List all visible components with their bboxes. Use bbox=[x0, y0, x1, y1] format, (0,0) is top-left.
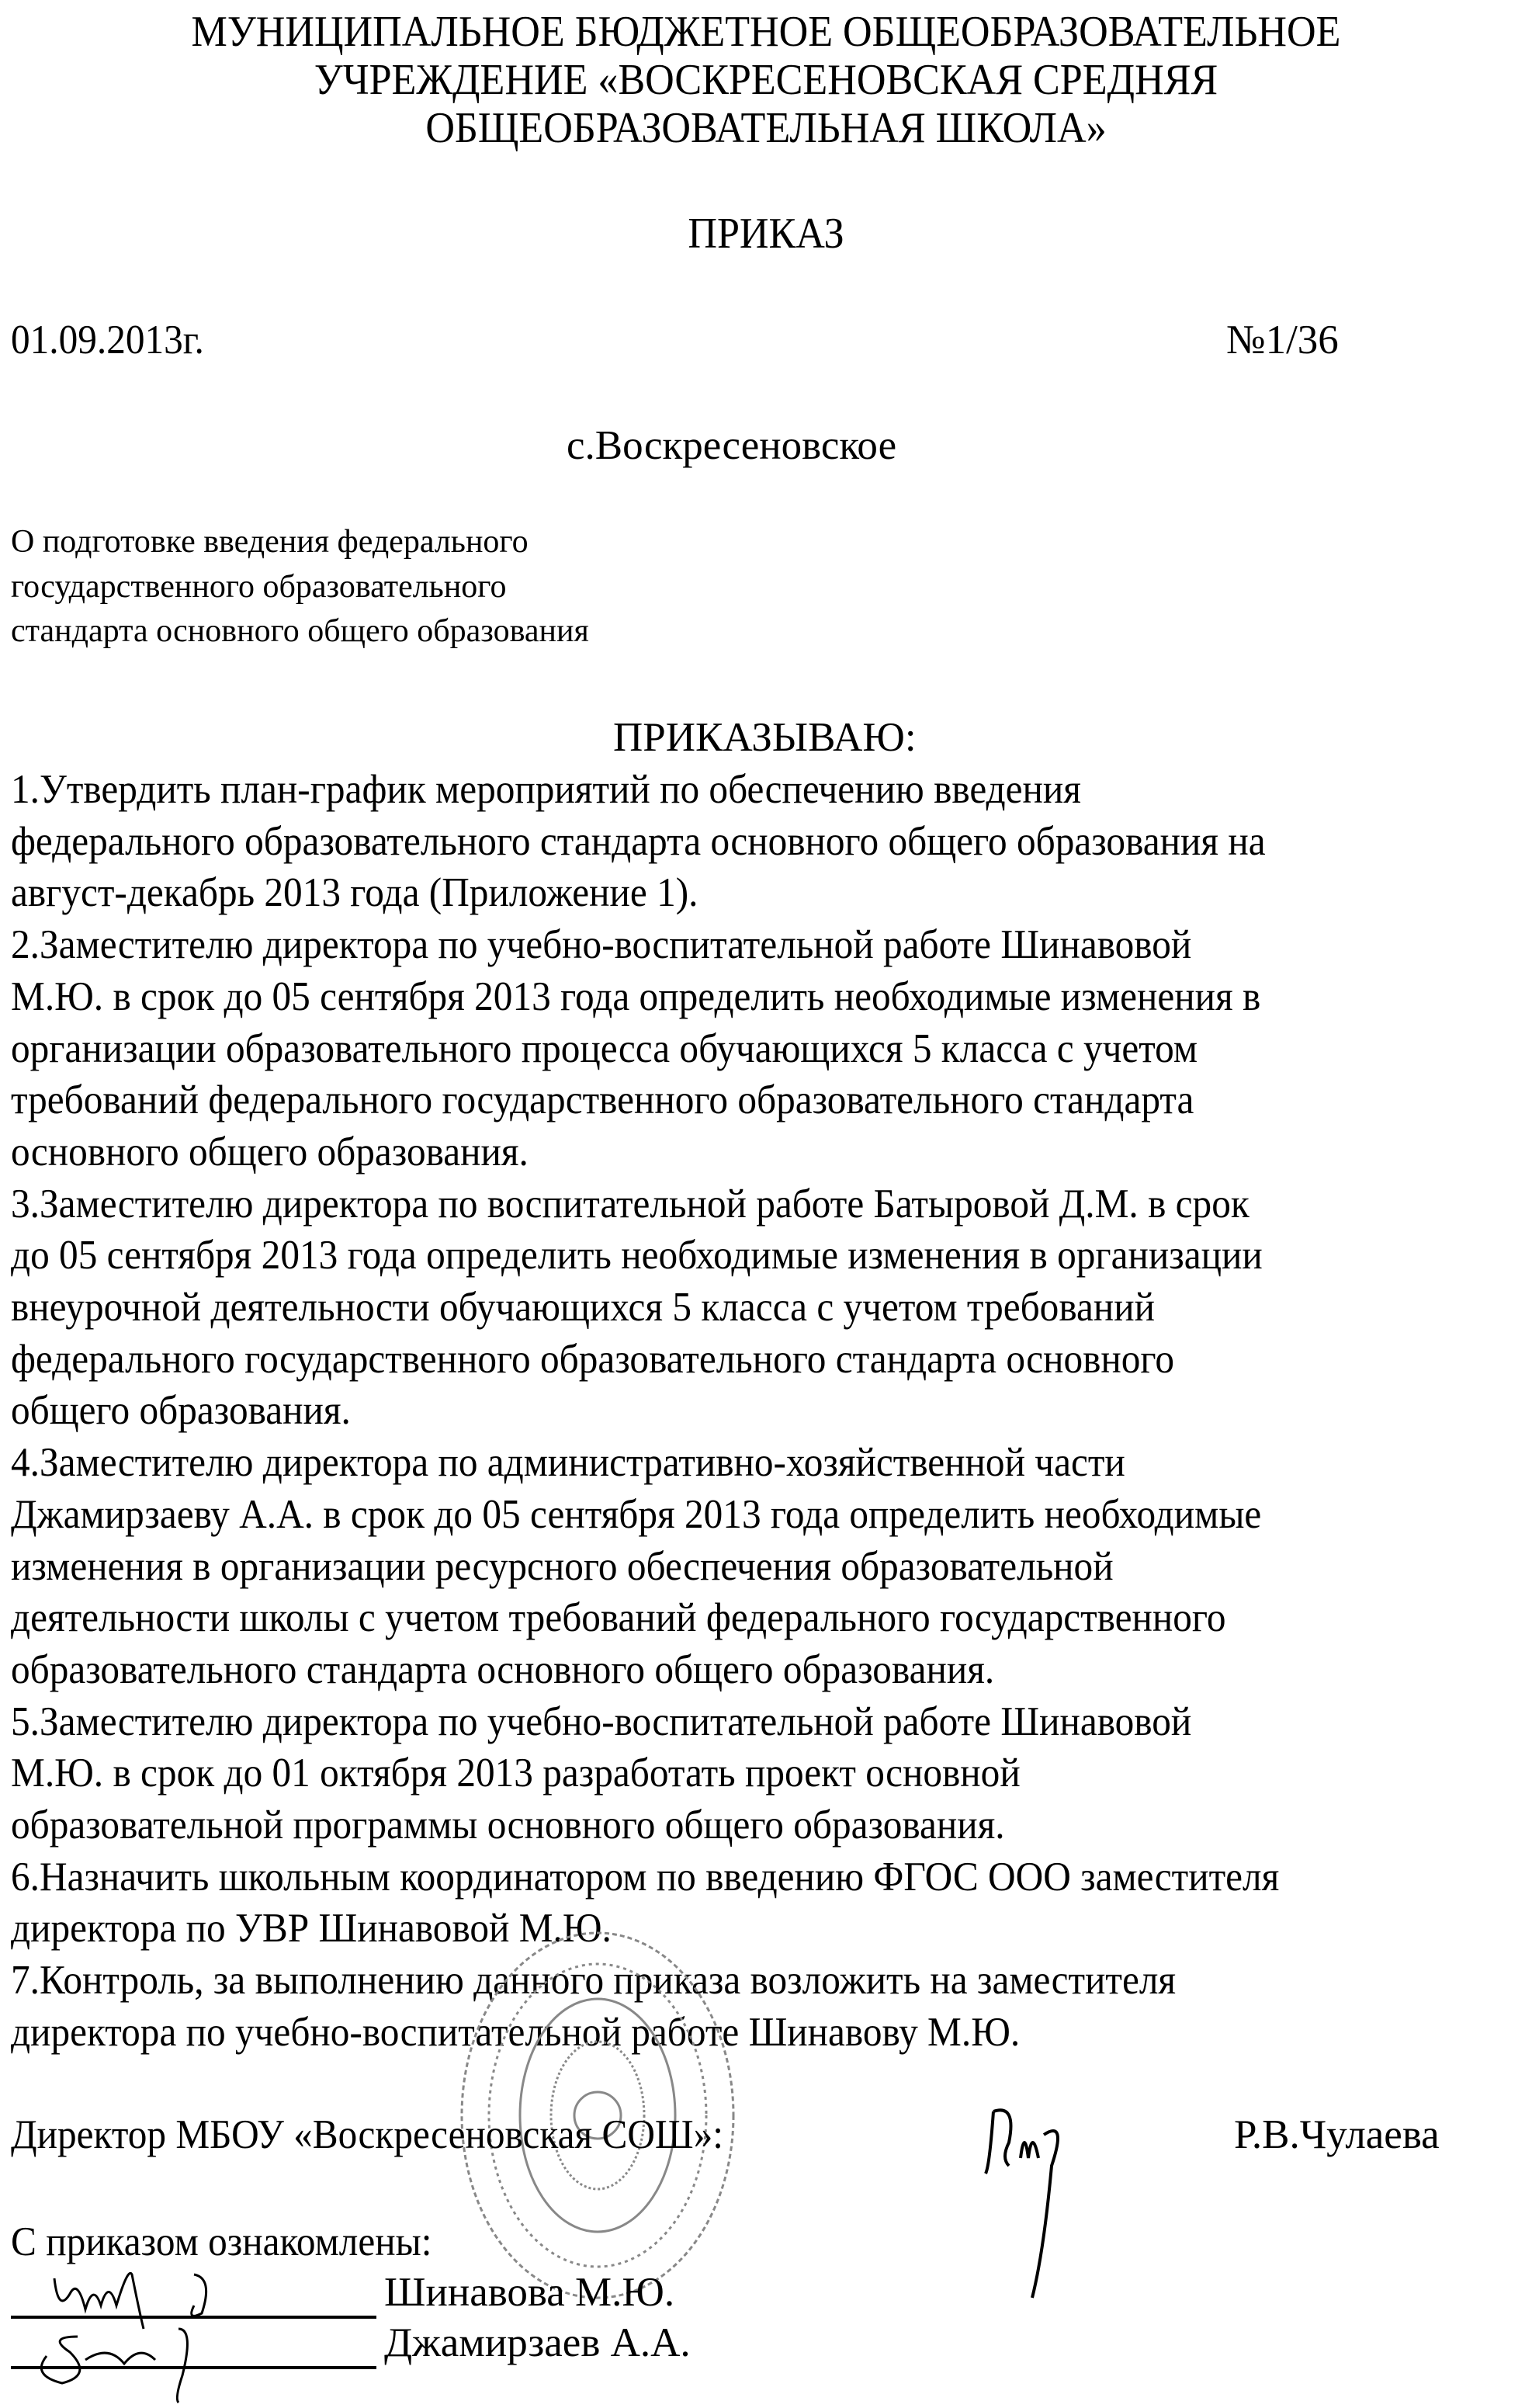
order-body-line: требований федерального государственного образовательного стандарта bbox=[11, 1077, 1194, 1123]
order-body-line: 4.Заместителю директора по административно-хозяйственной части bbox=[11, 1440, 1125, 1486]
order-body-line: до 05 сентября 2013 года определить необходимые изменения в организации bbox=[11, 1233, 1263, 1279]
subject-line: государственного образовательного bbox=[11, 569, 507, 605]
order-body-line: август-декабрь 2013 года (Приложение 1). bbox=[11, 870, 698, 916]
order-body-line: деятельности школы с учетом требований федерального государственного bbox=[11, 1595, 1226, 1641]
order-body-line: М.Ю. в срок до 01 октября 2013 разработать проект основной bbox=[11, 1750, 1021, 1796]
dzhamirzaev-signature bbox=[41, 2329, 187, 2403]
subject-line: стандарта основного общего образования bbox=[11, 613, 589, 649]
org-name-line-2: УЧРЕЖДЕНИЕ «ВОСКРЕСЕНОВСКАЯ СРЕДНЯЯ bbox=[314, 56, 1218, 104]
order-word: ПРИКАЗЫВАЮ: bbox=[613, 715, 917, 760]
acknowledged-name: Шинавова М.Ю. bbox=[384, 2270, 675, 2315]
acknowledged-name: Джамирзаев А.А. bbox=[384, 2320, 691, 2365]
order-body-line: основного общего образования. bbox=[11, 1129, 529, 1175]
order-body-line: образовательной программы основного общего образования. bbox=[11, 1803, 1005, 1848]
org-name-line-1: МУНИЦИПАЛЬНОЕ БЮДЖЕТНОЕ ОБЩЕОБРАЗОВАТЕЛЬНОЕ bbox=[191, 8, 1341, 56]
order-body-line: 5.Заместителю директора по учебно-воспитательной работе Шинавовой bbox=[11, 1698, 1192, 1744]
shinavova-signature bbox=[54, 2273, 206, 2329]
order-body-line: федерального государственного образовательного стандарта основного bbox=[11, 1336, 1175, 1382]
director-signature bbox=[986, 2110, 1058, 2298]
order-body-line: М.Ю. в срок до 05 сентября 2013 года определить необходимые изменения в bbox=[11, 973, 1261, 1019]
order-body-line: Джамирзаеву А.А. в срок до 05 сентября 2013 года определить необходимые bbox=[11, 1491, 1262, 1537]
director-position: Директор МБОУ «Воскресеновская СОШ»: bbox=[11, 2112, 723, 2157]
order-body-line: федерального образовательного стандарта основного общего образования на bbox=[11, 818, 1266, 864]
order-number: №1/36 bbox=[1226, 317, 1339, 363]
order-body-line: 6.Назначить школьным координатором по введению ФГОС ООО заместителя bbox=[11, 1854, 1280, 1900]
order-body-line: изменения в организации ресурсного обеспечения образовательной bbox=[11, 1543, 1114, 1589]
acknowledged-label: С приказом ознакомлены: bbox=[11, 2219, 432, 2264]
subject-line: О подготовке введения федерального bbox=[11, 524, 529, 560]
order-body-line: образовательного стандарта основного общего образования. bbox=[11, 1646, 995, 1692]
order-body-line: 2.Заместителю директора по учебно-воспитательной работе Шинавовой bbox=[11, 922, 1192, 968]
document-type: ПРИКАЗ bbox=[688, 210, 844, 258]
order-body-line: директора по учебно-воспитательной работе Шинавову М.Ю. bbox=[11, 2009, 1021, 2055]
order-body-line: 1.Утвердить план-график мероприятий по обеспечению введения bbox=[11, 767, 1081, 812]
order-body-line: внеурочной деятельности обучающихся 5 класса с учетом требований bbox=[11, 1285, 1155, 1330]
org-name-line-3: ОБЩЕОБРАЗОВАТЕЛЬНАЯ ШКОЛА» bbox=[425, 104, 1107, 152]
place: с.Воскресеновское bbox=[567, 423, 897, 468]
order-body-line: 3.Заместителю директора по воспитательной работе Батыровой Д.М. в срок bbox=[11, 1181, 1250, 1227]
order-body-line: общего образования. bbox=[11, 1388, 351, 1434]
order-body-line: организации образовательного процесса обучающихся 5 класса с учетом bbox=[11, 1025, 1198, 1071]
director-name: Р.В.Чулаева bbox=[1234, 2112, 1440, 2157]
order-body-line: 7.Контроль, за выполнению данного приказа возложить на заместителя bbox=[11, 1958, 1177, 2004]
order-date: 01.09.2013г. bbox=[11, 317, 204, 363]
order-body-line: директора по УВР Шинавовой М.Ю. bbox=[11, 1906, 612, 1952]
